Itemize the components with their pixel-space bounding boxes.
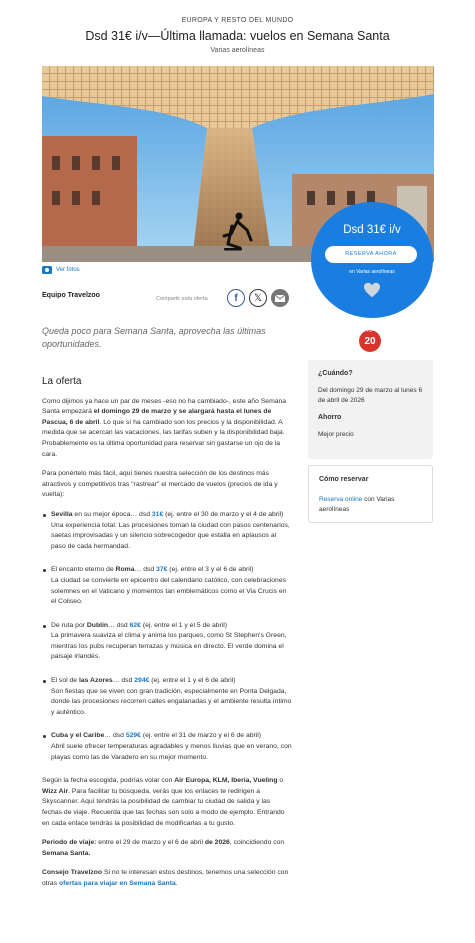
view-photos-label: Ver fotos xyxy=(56,267,80,273)
book-heading: Cómo reservar xyxy=(319,476,369,483)
article-body xyxy=(42,377,292,899)
list-item: Sevilla en su mejor época… dsd 31€ (ej. entre el 30 de marzo y el 4 de abril) Una experiencia total. Las procesiones toman la ciudad con pasos centenarios, saetas improvisadas y un silencio sobrecogedor que estalla en aplausos al paso de cada hermandad. xyxy=(42,510,292,552)
article-selection: Para ponértelo más fácil, aquí tienes nuestra selección de los destinos más atractivos y competitivos tras "rastrear" el mercado de vuelos (precios de ida y vuelta): xyxy=(42,470,278,499)
heart-icon[interactable] xyxy=(363,282,381,298)
facebook-icon[interactable]: f xyxy=(227,289,245,307)
list-item: El encanto eterno de Roma… dsd 37€ (ej. entre el 3 y el 6 de abril) La ciudad se convierte en epicentro del calendario católico, con celebraciones solemnes en el Vaticano y momentos tan emblemáticos como el Via Crucis en el Coliseo. xyxy=(42,565,292,607)
author-name: Equipo Travelzoo xyxy=(42,292,100,299)
article-heading: La oferta xyxy=(42,376,82,387)
page-subtitle: Varias aerolíneas xyxy=(210,47,265,54)
when-heading: ¿Cuándo? xyxy=(318,370,353,377)
list-item: El sol de las Azores… dsd 294€ (ej. entre el 1 y el 6 de abril) Son fiestas que se viven con gran tradición, especialmente en Ponta Delgada, donde las procesiones recorren calles engalanadas y el ambiente resulta íntimo y auténtico. xyxy=(42,676,292,718)
article-airlines: Según la fecha escogida, podrías volar con Air Europa, KLM, Iberia, Vueling o Wizz Air. Para facilitar tu búsqueda, verás que los enlaces te redirigen a Skyscanner. Aquí tendrás la posibilidad de cambiar tu ciudad de salida y las fechas de viaje. Recuerda que las fechas son solo a modo de ejemplo. Entrando en cada enlace tendrás la posibilidad de modificarlas a tu gusto. xyxy=(42,777,285,827)
deal-airline-note: en Varias aerolíneas xyxy=(349,269,395,275)
deal-price: Dsd 31€ i/v xyxy=(343,224,401,236)
book-now-button[interactable]: RESERVA AHORA xyxy=(325,246,417,263)
deal-panel xyxy=(311,202,433,318)
share-label: Compartir esta oferta xyxy=(156,296,208,302)
savings-heading: Ahorro xyxy=(318,414,342,421)
lead-text: Queda poco para Semana Santa, aprovecha las últimas oportunidades. xyxy=(42,326,266,349)
how-to-book-panel xyxy=(308,465,433,523)
mail-icon[interactable] xyxy=(271,289,289,307)
easter-deals-link[interactable]: ofertas para viajar en Semana Santa xyxy=(59,879,176,887)
category-kicker: EUROPA Y RESTO DEL MUNDO xyxy=(181,17,294,24)
list-item: Cuba y el Caribe… dsd 529€ (ej. entre el 31 de marzo y el 6 de abril) Abril suele ofrecer temperaturas agradables y menos lluvias que en verano, con playas como las de Varadero en su mejor momento. xyxy=(42,731,292,763)
book-text: Reserva online con Varias aerolíneas xyxy=(319,496,395,513)
article-intro: Como dijimos ya hace un par de meses -eso no ha cambiado-, este año Semana Santa empezará el domingo 29 de marzo y se alargará hasta el lunes de Pascua, 6 de abril. Lo que sí ha cambiado son los precios y la disponibilidad. A medida que se acercan las vacaciones, las tarifas suben y la disponibilidad baja. Probablemente es la última oportunidad para reservar sin gastarse un ojo de la cara. xyxy=(42,397,287,458)
savings-value: Mejor precio xyxy=(318,431,354,438)
travelzoo-tip: Consejo Travelzoo Si no te interesan estos destinos, tenemos una selección con otras ofertas para viajar en Semana Santa. xyxy=(42,869,289,887)
top20-badge: TOP 20 xyxy=(359,330,381,352)
destination-list xyxy=(42,510,292,763)
page-title: Dsd 31€ i/v—Última llamada: vuelos en Semana Santa xyxy=(85,29,390,43)
view-photos-link[interactable] xyxy=(42,266,80,274)
list-item: De ruta por Dublín… dsd 62€ (ej. entre el 1 y el 5 de abril) La primavera suaviza el clima y anima los parques, como St Stephen's Green, mientras los pubs recuperan terrazas y música en directo. El verde domina el paisaje irlandés. xyxy=(42,621,292,663)
book-online-link[interactable]: Reserva online xyxy=(319,496,363,503)
travel-period: Periodo de viaje: entre el 29 de marzo y el 6 de abril de 2026, coincidiendo con Semana Santa. xyxy=(42,839,285,857)
x-icon[interactable]: 𝕏 xyxy=(249,289,267,307)
share-icons xyxy=(227,289,289,307)
when-value: Del domingo 29 de marzo al lunes 6 de abril de 2026 xyxy=(318,387,423,404)
when-panel xyxy=(308,360,433,459)
camera-icon xyxy=(42,266,52,274)
